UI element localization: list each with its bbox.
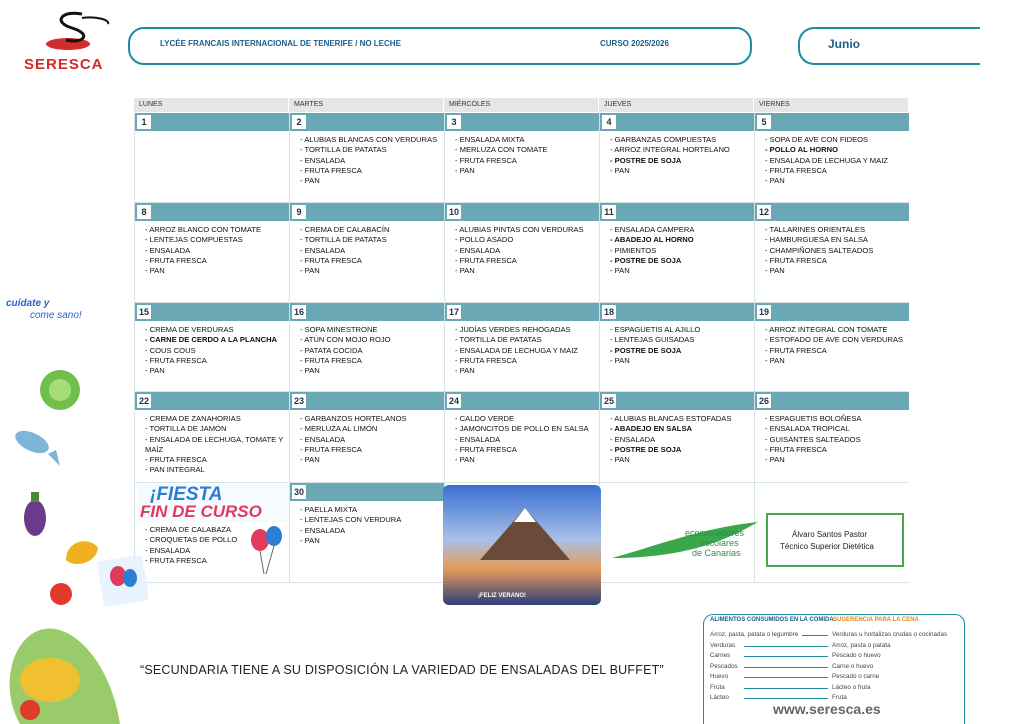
day-cell — [444, 203, 599, 303]
menu-item: - FRUTA FRESCA — [455, 255, 517, 265]
menu-list — [135, 321, 289, 376]
eco-line3: de Canarias — [692, 548, 741, 558]
day-number: 23 — [293, 396, 304, 406]
menu-item: - SOPA MINESTRONE — [300, 325, 378, 334]
menu-item: - CALDO VERDE — [455, 414, 515, 423]
menu-item: - POLLO ASADO — [455, 235, 514, 245]
balloons-left-icon — [98, 556, 148, 606]
legend-lunch-item: Lácteo — [710, 694, 729, 701]
menu-item: - LENTEJAS CON VERDURA — [300, 515, 402, 525]
menu-item: - ENSALADA DE LECHUGA, TOMATE Y MAÍZ — [145, 434, 284, 454]
day-bar — [755, 203, 909, 221]
fiesta-subtitle: FIN DE CURSO — [140, 502, 262, 521]
menu-item: - ENSALADA — [300, 525, 346, 535]
menu-item: - MERLUZA CON TOMATE — [455, 145, 548, 155]
day-cell — [134, 203, 289, 303]
day-cell — [289, 392, 444, 483]
day-bar — [445, 303, 599, 321]
menu-list — [135, 131, 289, 135]
menu-item: - PAN — [455, 366, 475, 376]
menu-item: - PAN — [300, 535, 320, 545]
menu-item: - ABADEJO AL HORNO — [610, 235, 694, 245]
day-bar — [445, 392, 599, 410]
legend-arrow — [744, 646, 828, 647]
menu-item: - PAN — [455, 266, 475, 276]
month-title: Junio — [828, 37, 860, 51]
weekday-header: MARTES — [289, 98, 444, 112]
legend-dinner-item: Verduras u hortalizas crudas o cocinadas — [832, 631, 948, 638]
menu-item: - PAN — [300, 176, 320, 186]
menu-item: - COUS COUS — [145, 345, 196, 355]
legend-arrow — [744, 688, 828, 689]
day-cell — [754, 392, 909, 483]
menu-list — [290, 501, 444, 546]
menu-item: - ENSALADA — [610, 434, 656, 444]
seresca-logo-mark — [22, 10, 122, 52]
menu-item: - GUISANTES SALTEADOS — [765, 434, 861, 444]
day-cell — [289, 303, 444, 392]
menu-item: - ENSALADA TROPICAL — [765, 424, 850, 434]
menu-item: - JAMONCITOS DE POLLO EN SALSA — [455, 424, 589, 434]
menu-item: - FRUTA FRESCA — [300, 165, 362, 175]
menu-item: - PAN — [455, 455, 475, 465]
day-cell — [599, 203, 754, 303]
day-bar — [600, 483, 754, 501]
weekday-header: JUEVES — [599, 98, 754, 112]
day-bar — [135, 203, 289, 221]
day-number: 22 — [138, 396, 149, 406]
menu-item: - CHAMPIÑONES SALTEADOS — [765, 245, 874, 255]
menu-list — [135, 221, 289, 276]
menu-item: - FRUTA FRESCA — [455, 355, 517, 365]
day-cell — [754, 203, 909, 303]
menu-item: - FRUTA FRESCA — [765, 165, 827, 175]
day-cell — [599, 392, 754, 483]
menu-item: - PAN — [455, 165, 475, 175]
legend-dinner-item: Pescado o carne — [832, 673, 880, 680]
menu-list — [755, 410, 909, 465]
menu-list — [755, 321, 909, 366]
menu-item: - PIMIENTOS — [610, 245, 657, 255]
legend-dinner-item: Arroz, pasta o patata — [832, 641, 891, 649]
day-bar — [290, 203, 444, 221]
menu-item: - ARROZ INTEGRAL CON TOMATE — [765, 325, 888, 334]
day-number: 12 — [758, 207, 769, 217]
dietitian-title: Técnico Superior Dietética — [780, 542, 874, 551]
day-number: 11 — [602, 205, 616, 219]
menu-list — [445, 410, 599, 465]
day-number: 8 — [137, 205, 151, 219]
day-number: 3 — [447, 115, 461, 129]
day-bar — [600, 392, 754, 410]
menu-item: - PAN — [765, 355, 785, 365]
day-number: 30 — [293, 487, 304, 497]
eggplant-icon — [20, 488, 50, 538]
menu-item: - PAN — [300, 366, 320, 376]
menu-item: - CREMA DE ZANAHORIAS — [145, 414, 241, 423]
menu-item: - FRUTA FRESCA — [455, 155, 517, 165]
menu-item: - PAN — [610, 455, 630, 465]
menu-item: - PAN — [145, 366, 165, 376]
menu-item: - JUDÍAS VERDES REHOGADAS — [455, 325, 571, 334]
menu-list — [290, 410, 444, 465]
menu-list — [600, 131, 754, 176]
legend-lunch-item: Huevo — [710, 673, 729, 680]
menu-item: - PATATA COCIDA — [300, 345, 363, 355]
month-box — [798, 27, 980, 65]
day-cell — [289, 203, 444, 303]
menu-list — [290, 321, 444, 376]
cooking-pot-illustration — [0, 600, 120, 724]
menu-item: - FRUTA FRESCA — [455, 444, 517, 454]
menu-item: - TORTILLA DE PATATAS — [455, 335, 542, 345]
day-bar — [755, 113, 909, 131]
menu-item: - FRUTA FRESCA — [300, 444, 362, 454]
menu-list — [135, 410, 289, 476]
day-number: 1 — [137, 115, 151, 129]
legend-header-dinner: SUGERENCIA PARA LA CENA — [833, 617, 919, 623]
day-number: 4 — [602, 115, 616, 129]
day-cell — [134, 303, 289, 392]
course-year: CURSO 2025/2026 — [600, 39, 669, 48]
menu-item: - ENSALADA DE LECHUGA Y MAIZ — [455, 345, 578, 355]
menu-item: - ENSALADA DE LECHUGA Y MAIZ — [765, 155, 888, 165]
menu-item: - FRUTA FRESCA — [765, 255, 827, 265]
lettuce-icon — [38, 368, 82, 412]
menu-list — [600, 221, 754, 276]
day-bar — [445, 113, 599, 131]
menu-item: - GARBANZOS HORTELANOS — [300, 414, 407, 423]
fiesta-title: ¡FIESTA — [150, 484, 223, 505]
day-bar — [600, 203, 754, 221]
menu-item: - PAN — [765, 176, 785, 186]
weekday-header: MIÉRCOLES — [444, 98, 599, 112]
menu-item: - POSTRE DE SOJA — [610, 155, 682, 165]
legend-dinner-item: Carne o huevo — [832, 662, 874, 670]
menu-item: - ESPAGUETIS AL AJILLO — [610, 325, 701, 334]
eco-line2: escolares — [700, 538, 739, 548]
menu-item: - PAN — [610, 165, 630, 175]
menu-list — [755, 221, 909, 276]
weekday-header: LUNES — [134, 98, 289, 112]
day-number: 17 — [448, 307, 459, 317]
legend-arrow — [802, 635, 828, 636]
day-cell — [134, 113, 289, 203]
menu-item: - POSTRE DE SOJA — [610, 345, 682, 355]
day-bar — [135, 392, 289, 410]
menu-item: - PAELLA MIXTA — [300, 505, 358, 514]
legend-header-lunch: ALIMENTOS CONSUMIDOS EN LA COMIDA — [710, 617, 834, 623]
menu-item: - ENSALADA — [300, 245, 346, 255]
day-bar — [445, 203, 599, 221]
weekday-header: VIERNES — [754, 98, 909, 112]
school-name: LYCÉE FRANCAIS INTERNACIONAL DE TENERIFE / NO LECHE — [160, 39, 401, 48]
menu-item: - POLLO AL HORNO — [765, 145, 838, 155]
partner-logo-line1: cuídate y — [6, 298, 50, 309]
legend-arrow — [744, 677, 828, 678]
legend-arrow — [744, 698, 828, 699]
day-cell — [444, 113, 599, 203]
day-number: 24 — [448, 396, 459, 406]
day-bar — [290, 483, 444, 501]
legend-lunch-item: Fruta — [710, 683, 725, 691]
legend-arrow — [744, 667, 828, 668]
day-bar — [600, 113, 754, 131]
menu-item: - CREMA DE CALABACÍN — [300, 225, 390, 234]
menu-item: - SOPA DE AVE CON FIDEOS — [765, 135, 869, 144]
menu-item: - ALUBIAS BLANCAS ESTOFADAS — [610, 414, 732, 423]
menu-item: - ENSALADA MIXTA — [455, 135, 525, 144]
day-number: 15 — [138, 307, 149, 317]
day-number: 19 — [758, 307, 769, 317]
day-cell — [599, 113, 754, 203]
menu-item: - ENSALADA — [455, 434, 501, 444]
menu-item: - ALUBIAS PINTAS CON VERDURAS — [455, 225, 584, 234]
menu-list — [290, 131, 444, 186]
menu-item: - CREMA DE VERDURAS — [145, 325, 234, 334]
menu-item: - ENSALADA — [145, 545, 191, 555]
dietitian-box — [766, 513, 904, 567]
day-number: 16 — [293, 307, 304, 317]
menu-item: - ESTOFADO DE AVE CON VERDURAS — [765, 335, 904, 345]
day-cell — [754, 113, 909, 203]
menu-item: - PAN — [765, 455, 785, 465]
menu-item: - TORTILLA DE PATATAS — [300, 145, 387, 155]
legend-dinner-item: Pescado o huevo — [832, 652, 881, 659]
day-number: 18 — [603, 307, 614, 317]
menu-item: - CREMA DE CALABAZA — [145, 525, 232, 534]
menu-item: - ARROZ INTEGRAL HORTELANO — [610, 145, 730, 155]
day-bar — [755, 483, 909, 501]
menu-item: - CROQUETAS DE POLLO — [145, 535, 238, 545]
menu-item: - ABADEJO EN SALSA — [610, 424, 692, 434]
menu-item: - POSTRE DE SOJA — [610, 444, 682, 454]
menu-list — [290, 221, 444, 276]
fish-icon — [10, 420, 62, 470]
legend-arrow — [744, 656, 828, 657]
website-url[interactable]: www.seresca.es — [773, 701, 881, 717]
menu-item: - PAN — [300, 455, 320, 465]
menu-list — [600, 410, 754, 465]
menu-item: - ATÚN CON MOJO ROJO — [300, 335, 391, 345]
menu-item: - FRUTA FRESCA — [145, 355, 207, 365]
menu-item: - TALLARINES ORIENTALES — [765, 225, 866, 234]
eco-line1: ecocomedores — [685, 528, 745, 538]
menu-item: - ENSALADA — [300, 434, 346, 444]
legend-dinner-item: Lácteo o fruta — [832, 683, 871, 691]
menu-item: - FRUTA FRESCA — [145, 455, 207, 465]
menu-list — [600, 321, 754, 366]
day-number: 2 — [292, 115, 306, 129]
menu-item: - FRUTA FRESCA — [300, 255, 362, 265]
menu-item: - PAN INTEGRAL — [145, 465, 205, 475]
day-cell — [599, 303, 754, 392]
menu-item: - PAN — [145, 266, 165, 276]
day-cell — [754, 303, 909, 392]
menu-item: - PAN — [300, 266, 320, 276]
menu-item: - GARBANZAS COMPUESTAS — [610, 135, 717, 144]
buffet-note: “SECUNDARIA TIENE A SU DISPOSICIÓN LA VARIEDAD DE ENSALADAS DEL BUFFET” — [140, 663, 664, 677]
day-cell — [289, 483, 444, 583]
day-cell — [134, 392, 289, 483]
menu-item: - PAN — [765, 266, 785, 276]
menu-list — [445, 321, 599, 376]
menu-item: - ENSALADA — [300, 155, 346, 165]
menu-item: - MERLUZA AL LIMÓN — [300, 424, 378, 434]
day-number: 9 — [292, 205, 306, 219]
pepper-icon — [60, 530, 104, 570]
legend-lunch-item: Pescados — [710, 662, 738, 670]
partner-logo-line2: come sano! — [30, 310, 82, 321]
day-bar — [755, 392, 909, 410]
menu-item: - PAN — [610, 266, 630, 276]
dietitian-name: Álvaro Santos Pastor — [792, 530, 868, 539]
seresca-logo-text: SERESCA — [24, 56, 104, 73]
legend-lunch-item: Carnes — [710, 652, 731, 659]
poster-caption: ¡FELIZ VERANO! — [478, 593, 526, 599]
menu-item: - ALUBIAS BLANCAS CON VERDURAS — [300, 135, 438, 144]
menu-item: - FRUTA FRESCA — [765, 444, 827, 454]
day-bar — [290, 392, 444, 410]
menu-item: - TORTILLA DE JAMÓN — [145, 424, 227, 434]
day-bar — [600, 303, 754, 321]
menu-item: - POSTRE DE SOJA — [610, 255, 682, 265]
menu-item: - HAMBURGUESA EN SALSA — [765, 235, 868, 245]
day-bar — [290, 303, 444, 321]
menu-item: - FRUTA FRESCA — [765, 345, 827, 355]
day-cell — [289, 113, 444, 203]
menu-item: - PAN — [610, 355, 630, 365]
legend-dinner-item: Fruta — [832, 694, 847, 701]
day-number: 26 — [758, 396, 769, 406]
menu-list — [755, 131, 909, 186]
day-number: 5 — [757, 115, 771, 129]
menu-item: - ARROZ BLANCO CON TOMATE — [145, 225, 262, 234]
menu-item: - ESPAGUETIS BOLOÑESA — [765, 414, 862, 423]
menu-item: - LENTEJAS GUISADAS — [610, 335, 695, 345]
menu-item: - FRUTA FRESCA — [300, 355, 362, 365]
menu-item: - ENSALADA — [455, 245, 501, 255]
menu-item: - CARNE DE CERDO A LA PLANCHA — [145, 335, 278, 345]
volcano-icon — [470, 500, 580, 560]
legend-lunch-item: Arroz, pasta, patata o legumbre — [710, 631, 799, 638]
menu-item: - FRUTA FRESCA — [145, 555, 207, 565]
day-bar — [290, 113, 444, 131]
day-bar — [135, 303, 289, 321]
day-number: 10 — [448, 207, 459, 217]
menu-item: - TORTILLA DE PATATAS — [300, 235, 387, 245]
legend-lunch-item: Verduras — [710, 641, 736, 649]
menu-list — [445, 221, 599, 276]
day-cell — [444, 303, 599, 392]
menu-item: - FRUTA FRESCA — [145, 255, 207, 265]
day-bar — [755, 303, 909, 321]
menu-item: - ENSALADA — [145, 245, 191, 255]
menu-item: - ENSALADA CAMPERA — [610, 225, 695, 234]
day-bar — [135, 113, 289, 131]
balloons-icon — [240, 522, 290, 577]
day-cell — [444, 392, 599, 483]
menu-list — [445, 131, 599, 176]
day-number: 25 — [603, 396, 614, 406]
menu-item: - LENTEJAS COMPUESTAS — [145, 235, 243, 245]
